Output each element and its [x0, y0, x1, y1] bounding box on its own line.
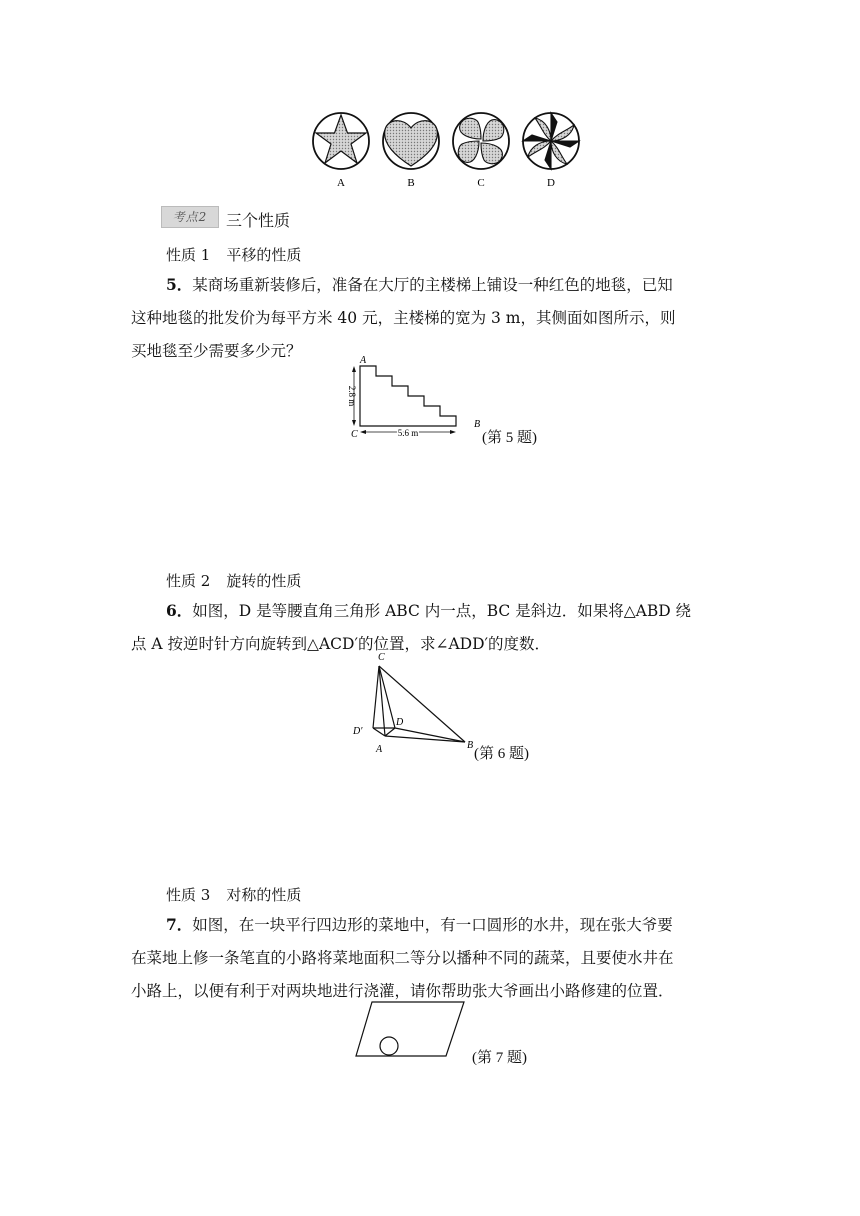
choice-label-d: D	[547, 177, 555, 189]
property-3-heading	[166, 884, 301, 905]
choice-figures	[305, 108, 595, 194]
question-5-line-2: 这种地毯的批发价为每平方米 40 元，主楼梯的宽为 3 m，其侧面如图所示，则	[131, 309, 676, 327]
question-5-number: 5．	[166, 275, 193, 294]
question-5-line-3: 买地毯至少需要多少元？	[131, 342, 302, 360]
section-badge: 考点2	[161, 206, 219, 228]
choice-b-heart-figure	[383, 113, 439, 169]
property-1-number: 性质 1	[166, 246, 211, 264]
choice-a-star-figure	[313, 113, 369, 169]
question-5-line-1: 某商场重新装修后，准备在大厅的主楼梯上铺设一种红色的地毯，已知	[192, 276, 673, 294]
question-6-number: 6．	[166, 601, 193, 620]
figure-6-triangle	[345, 648, 485, 760]
choice-c-clover-figure	[453, 113, 509, 169]
figure-6-point-d: D	[396, 717, 404, 728]
figure-5-height-label: 2.8 m	[347, 385, 357, 407]
question-7-number: 7．	[166, 915, 193, 934]
question-6-line-2: 点 A 按逆时针方向旋转到△ACD′的位置，求∠ADD′的度数．	[131, 635, 551, 653]
choice-label-c: C	[477, 177, 485, 189]
figure-7-parallelogram	[352, 996, 472, 1062]
section-title: 三个性质	[226, 211, 291, 230]
figure-6-caption: (第 6 题)	[474, 746, 529, 762]
figure-5-width-label: 5.6 m	[397, 428, 419, 438]
property-2-title: 旋转的性质	[226, 572, 302, 590]
choice-d-pinwheel-figure	[523, 113, 579, 169]
property-3-number: 性质 3	[166, 886, 211, 904]
figure-6-point-c: C	[378, 652, 385, 663]
figure-6-point-b: B	[467, 740, 474, 751]
figure-5-staircase	[340, 352, 490, 447]
property-1-title: 平移的性质	[226, 246, 302, 264]
question-7-line-1: 如图，在一块平行四边形的菜地中，有一口圆形的水井，现在张大爷要	[192, 916, 673, 934]
figure-5-point-b: B	[474, 419, 481, 430]
property-1-heading	[166, 244, 301, 265]
figure-5-caption: (第 5 题)	[482, 430, 537, 446]
question-7	[131, 908, 741, 1008]
choice-label-b: B	[407, 177, 415, 189]
figure-7-caption: (第 7 题)	[472, 1050, 527, 1066]
figure-6-point-d-prime: D′	[353, 726, 363, 737]
choice-label-a: A	[337, 177, 345, 189]
figure-6-point-a: A	[376, 744, 383, 755]
question-7-line-3: 小路上，以便有利于对两块地进行浇灌，请你帮助张大爷画出小路修建的位置．	[131, 982, 674, 1000]
property-2-number: 性质 2	[166, 572, 211, 590]
figure-5-point-a: A	[360, 355, 367, 366]
question-7-line-2: 在菜地上修一条笔直的小路将菜地面积二等分以播种不同的蔬菜，且要使水井在	[131, 949, 674, 967]
well-circle	[380, 1037, 398, 1055]
property-2-heading	[166, 570, 301, 591]
vegetable-field-shape	[356, 1002, 464, 1056]
property-3-title: 对称的性质	[226, 886, 302, 904]
figure-5-point-c: C	[351, 429, 358, 440]
question-6-line-1: 如图，D 是等腰直角三角形 ABC 内一点，BC 是斜边．如果将△ABD 绕	[192, 602, 692, 620]
